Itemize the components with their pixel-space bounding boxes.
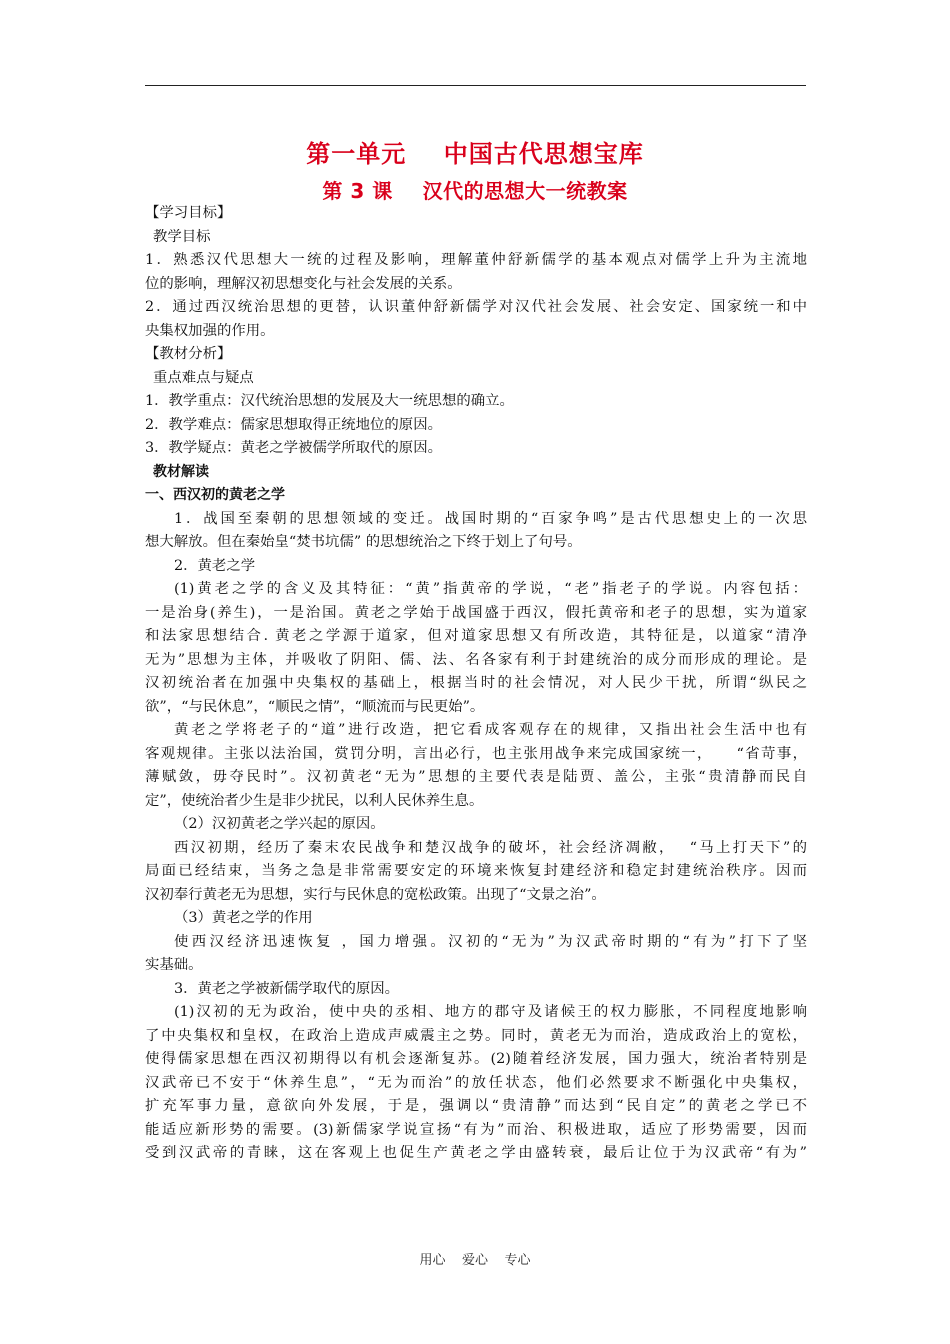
subheading-key-points: 重点难点与疑点 bbox=[153, 369, 254, 386]
subheading-teaching-goals: 教学目标 bbox=[153, 228, 211, 245]
paragraph-line: 实基础。 bbox=[145, 957, 203, 973]
list-item: 1．教学重点：汉代统治思想的发展及大一统思想的确立。 bbox=[145, 393, 514, 409]
paragraph-line: 2．通过西汉统治思想的更替，认识董仲舒新儒学对汉代社会发展、社会安定、国家统一和中 bbox=[145, 299, 807, 315]
list-item: 2．教学难点：儒家思想取得正统地位的原因。 bbox=[145, 416, 442, 433]
paragraph-line: 使西汉经济迅速恢复 ，国力增强。汉初的“无为”为汉武帝时期的“有为”打下了坚 bbox=[174, 933, 807, 950]
paragraph-line: 一是治身(养生)，一是治国。黄老之学始于战国盛于西汉，假托黄帝和老子的思想，实为道家 bbox=[145, 604, 807, 621]
paragraph-line: 局面已经结束，当务之急是非常需要安定的环境来恢复封建经济和稳定封建统治秩序。因而 bbox=[145, 863, 807, 879]
paragraph-line: 能适应新形势的需要。(3)新儒家学说宣扬“有为”而治、积极进取，适应了形势需要，因而 bbox=[145, 1121, 807, 1138]
paragraph-line: 和法家思想结合. 黄老之学源于道家，但对道家思想又有所改造，其特征是，以道家“清净 bbox=[145, 628, 807, 644]
paragraph-line: 1．熟悉汉代思想大一统的过程及影响，理解董仲舒新儒学的基本观点对儒学上升为主流地 bbox=[145, 252, 807, 268]
paragraph-line: 定”，使统治者少生是非少扰民，以利人民休养生息。 bbox=[145, 792, 484, 809]
paragraph-line: 想大解放。但在秦始皇“焚书坑儒” 的思想统治之下终于划上了句号。 bbox=[145, 534, 582, 550]
list-item: 3．教学疑点：黄老之学被儒学所取代的原因。 bbox=[145, 440, 442, 456]
paragraph-line: 使得儒家思想在西汉初期得以有机会逐渐复苏。(2)随着经济发展，国力强大，统治者特别是 bbox=[145, 1051, 807, 1067]
paragraph-line: 黄老之学将老子的“道”进行改造，把它看成客观存在的规律，又指出社会生活中也有 bbox=[174, 722, 807, 738]
section-heading-objectives: 【学习目标】 bbox=[145, 205, 232, 221]
paragraph-line: 汉武帝已不安于“休养生息”，“无为而治”的放任状态，他们必然要求不断强化中央集权， bbox=[145, 1074, 807, 1091]
lesson-title: 第 3 课 汉代的思想大一统教案 bbox=[322, 179, 628, 203]
paragraph-line: (1)黄老之学的含义及其特征：“黄”指黄帝的学说，“老”指老子的学说。内容包括： bbox=[174, 581, 807, 597]
paragraph-line: 汉初奉行黄老无为思想，实行与民休息的宽松政策。出现了“文景之治”。 bbox=[145, 886, 606, 903]
paragraph-line: 欲”，“与民休息”，“顺民之情”，“顺流而与民更始”。 bbox=[145, 698, 485, 715]
subheading-effects: （3）黄老之学的作用 bbox=[174, 910, 313, 926]
subheading-rise-reasons: （2）汉初黄老之学兴起的原因。 bbox=[174, 816, 385, 832]
paragraph-line: 西汉初期，经历了秦末农民战争和楚汉战争的破坏，社会经济凋敝， “马上打天下”的 bbox=[174, 839, 807, 856]
paragraph-line: 无为”思想为主体，并吸收了阴阳、儒、法、名各家有利于封建统治的成分而形成的理论。是 bbox=[145, 651, 807, 668]
header-rule bbox=[145, 85, 806, 86]
subheading-textbook-reading: 教材解读 bbox=[153, 463, 209, 480]
page-footer: 用心 爱心 专心 bbox=[419, 1253, 531, 1268]
paragraph-line: 位的影响，理解汉初思想变化与社会发展的关系。 bbox=[145, 275, 462, 292]
paragraph-line: 汉初统治者在加强中央集权的基础上，根据当时的社会情况，对人民少干扰，所谓“纵民之 bbox=[145, 675, 807, 691]
paragraph-line: 扩充军事力量，意欲向外发展，于是，强调以“贵清静”而达到“民自定”的黄老之学已不 bbox=[145, 1098, 807, 1114]
section-heading-huanglao: 一、西汉初的黄老之学 bbox=[145, 487, 285, 503]
document-body bbox=[145, 202, 807, 1166]
section-heading-analysis: 【教材分析】 bbox=[145, 346, 232, 362]
subheading-replacement-reasons: 3．黄老之学被新儒学取代的原因。 bbox=[174, 980, 400, 997]
paragraph-line: 1．战国至秦朝的思想领域的变迁。战国时期的“百家争鸣”是古代思想史上的一次思 bbox=[174, 510, 807, 527]
paragraph-line: 央集权加强的作用。 bbox=[145, 322, 275, 339]
paragraph-line: 受到汉武帝的青睐，这在客观上也促生产黄老之学由盛转衰，最后让位于为汉武帝“有为” bbox=[145, 1145, 807, 1161]
unit-title: 第一单元 中国古代思想宝库 bbox=[306, 140, 644, 168]
subheading-huanglao: 2．黄老之学 bbox=[174, 557, 256, 574]
paragraph-line: 薄赋敛，毋夺民时”。汉初黄老“无为”思想的主要代表是陆贾、盖公，主张“贵清静而民自 bbox=[145, 769, 807, 785]
paragraph-line: 客观规律。主张以法治国，赏罚分明，言出必行，也主张用战争来完成国家统一， “省苛事， bbox=[145, 745, 807, 762]
paragraph-line: 了中央集权和皇权，在政治上造成声威震主之势。同时，黄老无为而治，造成政治上的宽松， bbox=[145, 1027, 807, 1044]
paragraph-line: (1)汉初的无为政治，使中央的丞相、地方的郡守及诸候王的权力膨胀，不同程度地影响 bbox=[174, 1004, 807, 1020]
